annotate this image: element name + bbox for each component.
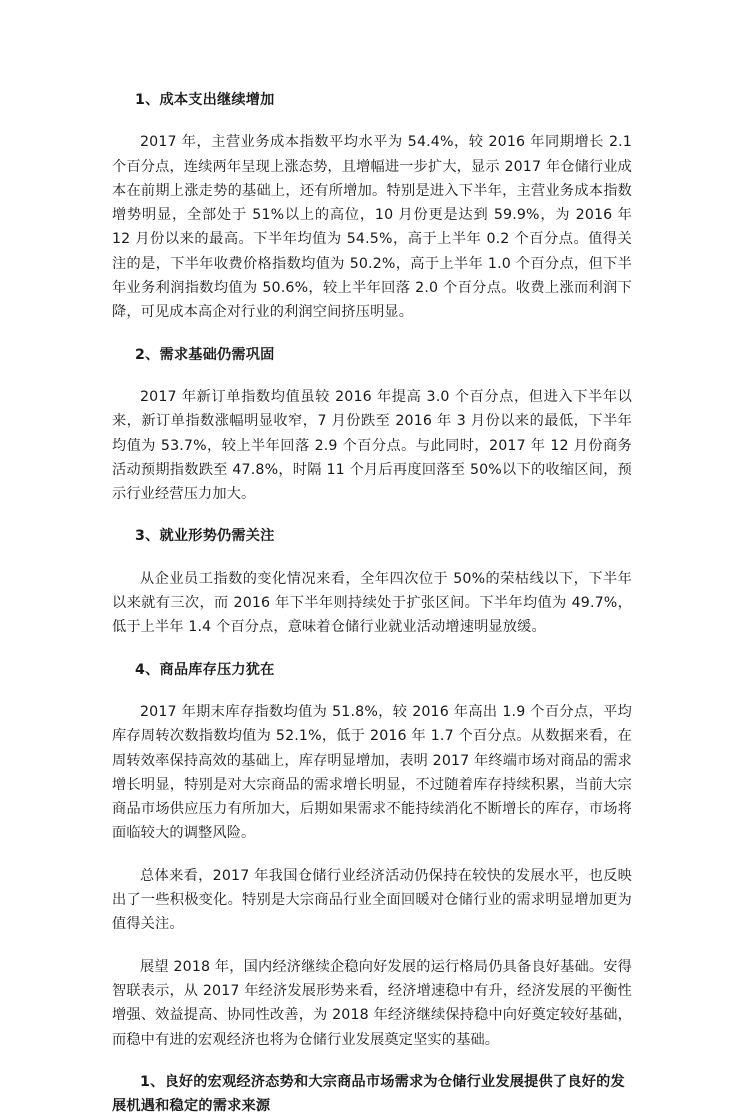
section-heading-employment: 3、就业形势仍需关注 <box>135 528 275 545</box>
paragraph-demand: 2017 年新订单指数均值虽较 2016 年提高 3.0 个百分点，但进入下半年以来，新订单指数涨幅明显收窄，7 月份跌至 2016 年 3 月份以来的最低，下半年均值为 53.7%，较上半年回落 2.9 个百分点。与此同时，2017 年 12 月份商务活动预期指数跌至 47.8%，时隔 11 个月后再度回落至 50%以下的收缩区间，预示行业经营压力加大。 <box>112 388 632 503</box>
paragraph-cost: 2017 年，主营业务成本指数平均水平为 54.4%，较 2016 年同期增长 2.1 个百分点，连续两年呈现上涨态势，且增幅进一步扩大，显示 2017 年仓储行业成本在前期上涨走势的基础上，还有所增加。特别是进入下半年，主营业务成本指数增势明显，全部处于 51%以上的高位，10 月份更是达到 59.9%，为 2016 年 12 月份以来的最高。下半年均值为 54.5%，高于上半年 0.2 个百分点。值得关注的是，下半年收费价格指数均值为 50.2%，高于上半年 1.0 个百分点，但下半年业务利润指数均值为 50.6%，较上半年回落 2.0 个百分点。收费上涨而利润下降，可见成本高企对行业的利润空间挤压明显。 <box>112 134 632 321</box>
section-heading-inventory: 4、商品库存压力犹在 <box>135 661 275 678</box>
paragraph-summary: 总体来看，2017 年我国仓储行业经济活动仍保持在较快的发展水平，也反映出了一些积极变化。特别是大宗商品行业全面回暖对仓储行业的需求明显增加更为值得关注。 <box>112 867 632 933</box>
paragraph-inventory: 2017 年期末库存指数均值为 51.8%，较 2016 年高出 1.9 个百分点，平均库存周转次数指数均值为 52.1%，低于 2016 年 1.7 个百分点。从数据来看，在周转效率保持高效的基础上，库存明显增加，表明 2017 年终端市场对商品的需求增长明显，特别是对大宗商品的需求增长明显，不过随着库存持续积累，当前大宗商品市场供应压力有所加大，后期如果需求不能持续消化不断增长的库存，市场将面临较大的调整风险。 <box>112 703 632 842</box>
paragraph-outlook: 展望 2018 年，国内经济继续企稳向好发展的运行格局仍具备良好基础。安得智联表示，从 2017 年经济发展形势来看，经济增速稳中有升，经济发展的平衡性增强、效益提高、协同性改善，为 2018 年经济继续保持稳中向好奠定较好基础，而稳中有进的宏观经济也将为仓储行业发展奠定坚实的基础。 <box>112 958 632 1048</box>
section-heading-macro: 1、良好的宏观经济态势和大宗商品市场需求为仓储行业发展提供了良好的发展机遇和稳定的需求来源 <box>112 1073 625 1115</box>
paragraph-employment: 从企业员工指数的变化情况来看，全年四次位于 50%的荣枯线以下，下半年以来就有三次，而 2016 年下半年则持续处于扩张区间。下半年均值为 49.7%，低于上半年 1.4 个百分点，意味着仓储行业就业活动增速明显放缓。 <box>112 570 632 636</box>
section-heading-cost: 1、成本支出继续增加 <box>135 92 275 108</box>
section-heading-demand: 2、需求基础仍需巩固 <box>135 346 275 363</box>
